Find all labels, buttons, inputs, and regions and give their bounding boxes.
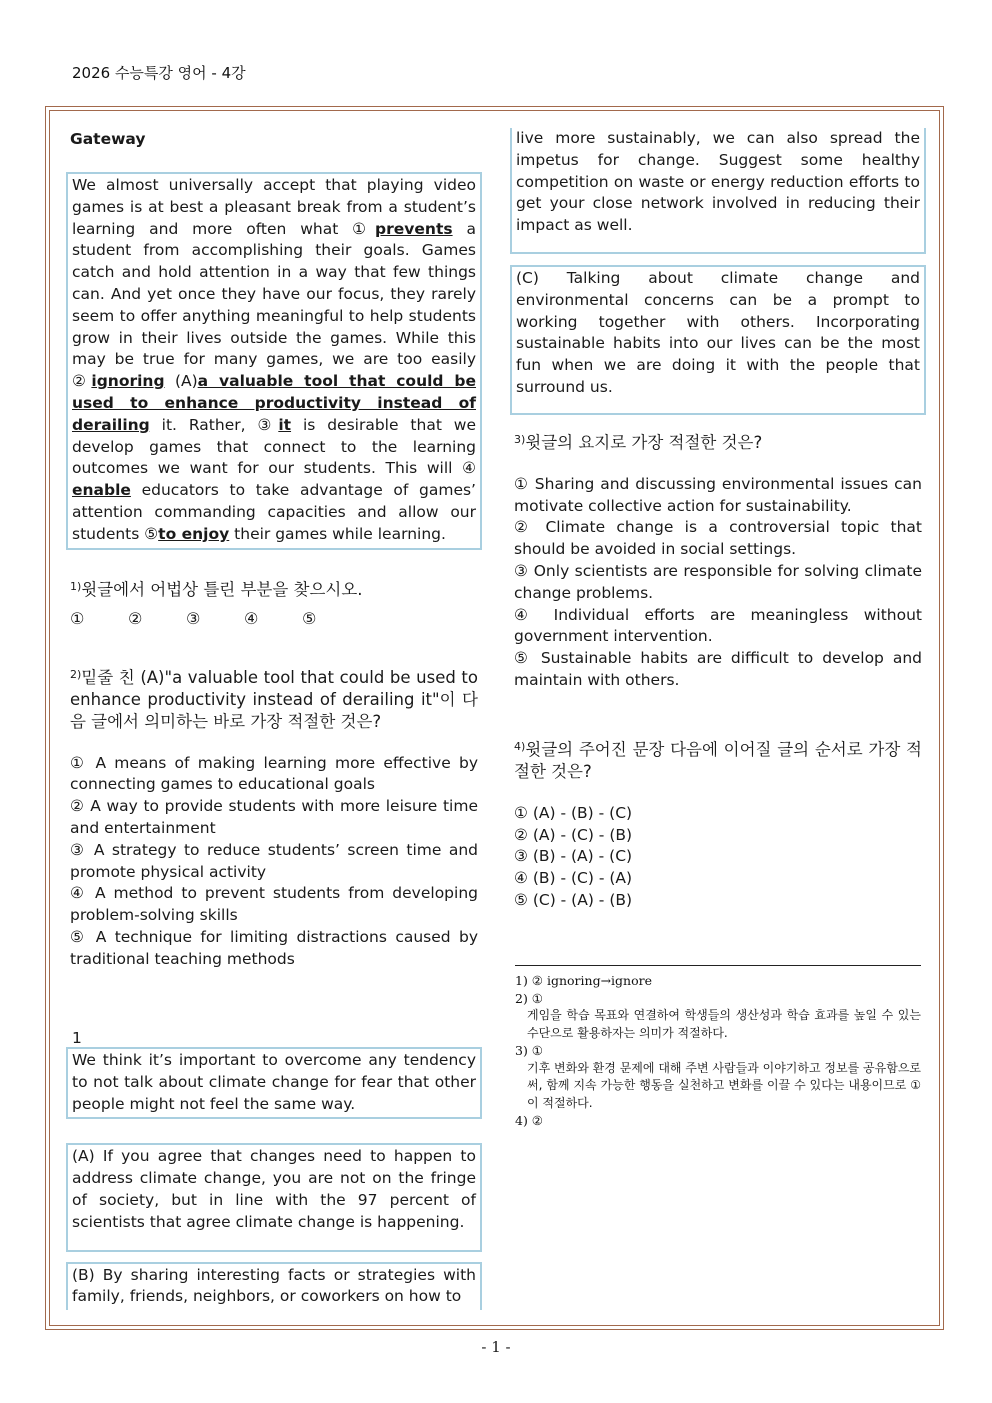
gw-underline: to enjoy (158, 524, 230, 543)
choice-4[interactable]: ④ (244, 608, 259, 628)
gw-underline: ignoring (91, 372, 165, 391)
footnote-divider (515, 965, 921, 966)
answer-4: 4) ② (515, 1113, 544, 1128)
option[interactable]: ⑤ A technique for limiting distractions caused by traditional teaching methods (70, 927, 478, 968)
choice-5[interactable]: ⑤ (302, 608, 317, 628)
answer-1: 1) ② ignoring→ignore (515, 973, 653, 988)
question-3-options (510, 474, 926, 692)
gw-seg: a student from accomplishing their goals. Games catch and hold attention in a way that few things can. And yet once they have our focus, they rarely seem to offer anything meaningful to help students grow in their lives outside the games. While this may be true for many games, we are too easily ② (72, 219, 476, 391)
option[interactable]: ③ (B) - (A) - (C) (514, 847, 633, 866)
question-2 (66, 664, 482, 733)
option[interactable]: ④ (B) - (C) - (A) (514, 869, 633, 888)
question-4-number: 4) (514, 739, 526, 753)
question-4-text: 윗글의 주어진 문장 다음에 이어질 글의 순서로 가장 적절한 것은? (514, 739, 922, 781)
question-1-text: 윗글에서 어법상 틀린 부분을 찾으시오. (81, 579, 363, 599)
question-3-text: 윗글의 요지로 가장 적절한 것은? (525, 432, 763, 452)
gw-seg: (A) (164, 372, 198, 391)
question-2-options (66, 753, 482, 971)
gw-underline: it (278, 415, 292, 434)
gw-seg: it. Rather, ③ (149, 415, 279, 434)
gw-seg: We almost universally accept that playing video games is at best a pleasant break from a student’s learning and more often what ① (72, 176, 476, 238)
option[interactable]: ① A means of making learning more effective by connecting games to educational goals (70, 753, 478, 794)
question-3 (510, 429, 926, 454)
gw-seg: their games while learning. (229, 524, 446, 543)
option[interactable]: ① (A) - (B) - (C) (514, 803, 633, 822)
page-number: - 1 - (481, 1338, 511, 1356)
answer-3: 3) ① (515, 1043, 544, 1058)
question-1 (66, 576, 482, 601)
choice-1[interactable]: ① (70, 608, 85, 628)
gateway-title: Gateway (70, 130, 146, 148)
gw-underline: prevents (375, 219, 453, 238)
page-header-title: 2026 수능특강 영어 - 4강 (72, 64, 246, 82)
option[interactable]: ② A way to provide students with more leisure time and entertainment (70, 797, 478, 837)
question-4 (510, 736, 926, 783)
question-1-choices (66, 609, 482, 628)
gw-underline: enable (72, 481, 131, 500)
option[interactable]: ⑤ Sustainable habits are difficult to develop and maintain with others. (514, 649, 922, 689)
gateway-passage (66, 172, 482, 550)
question-2-text: 밑줄 친 (A)"a valuable tool that could be used to enhance productivity instead of derailing it"이 다음 글에서 의미하는 바로 가장 적절한 것은? (70, 667, 478, 731)
answer-2: 2) ① (515, 990, 544, 1006)
option[interactable]: ② Climate change is a controversial topic that should be avoided in social settings. (514, 518, 922, 559)
passage-intro: We think it’s important to overcome any tendency to not talk about climate change for fear that other people might not feel the same way. (66, 1047, 482, 1119)
option[interactable]: ① Sharing and discussing environmental issues can motivate collective action for sustainability. (514, 474, 922, 515)
right-column (510, 128, 926, 912)
answer-notes (515, 972, 921, 1130)
left-column (66, 128, 482, 971)
passage-label: 1 (72, 1029, 82, 1047)
passage-a: (A) If you agree that changes need to happen to address climate change, you are not on the fringe of society, but in line with the 97 percent of scientists that agree climate change is happening. (66, 1143, 482, 1251)
option[interactable]: ⑤ (C) - (A) - (B) (514, 890, 633, 909)
passage-1-left (66, 1029, 482, 1310)
question-2-number: 2) (70, 667, 82, 681)
choice-3[interactable]: ③ (186, 608, 201, 628)
question-1-number: 1) (70, 579, 82, 593)
passage-b-start: (B) By sharing interesting facts or strategies with family, friends, neighbors, or coworkers on how to (66, 1262, 482, 1310)
answer-3-explanation: 기후 변화와 환경 문제에 대해 주변 사람들과 이야기하고 정보를 공유함으로써, 함께 지속 가능한 행동을 실천하고 변화를 이끌 수 있다는 내용이므로 ①이 적절하다. (527, 1060, 921, 1110)
gw-underline: a valuable tool that could be used to enhance productivity instead of derailing (72, 372, 477, 434)
option[interactable]: ② (A) - (C) - (B) (514, 825, 633, 844)
choice-2[interactable]: ② (128, 608, 143, 628)
passage-c: (C) Talking about climate change and environmental concerns can be a prompt to working together with others. Incorporating sustainable habits into our lives can be the most fun when we are doing it with the people that surround us. (510, 265, 926, 415)
answer-2-explanation: 게임을 학습 목표와 연결하여 학생들의 생산성과 학습 효과를 높일 수 있는 수단으로 활용하자는 의미가 적절하다. (527, 1008, 921, 1040)
option[interactable]: ③ Only scientists are responsible for solving climate change problems. (514, 561, 922, 602)
question-4-options (510, 803, 926, 912)
gw-seg: is desirable that we develop games that connect to the learning outcomes we want for our students. This will ④ (72, 415, 477, 478)
passage-b-end: live more sustainably, we can also spread the impetus for change. Suggest some healthy competition on waste or energy reduction efforts to get your close network involved in reducing their impact as well. (510, 128, 926, 254)
option[interactable]: ③ A strategy to reduce students’ screen time and promote physical activity (70, 840, 478, 881)
question-3-number: 3) (514, 432, 526, 446)
option[interactable]: ④ A method to prevent students from developing problem-solving skills (70, 884, 478, 925)
option[interactable]: ④ Individual efforts are meaningless without government intervention. (514, 605, 922, 646)
gw-seg: educators to take advantage of games’ attention commanding capacities and allow our students ⑤ (72, 481, 476, 543)
